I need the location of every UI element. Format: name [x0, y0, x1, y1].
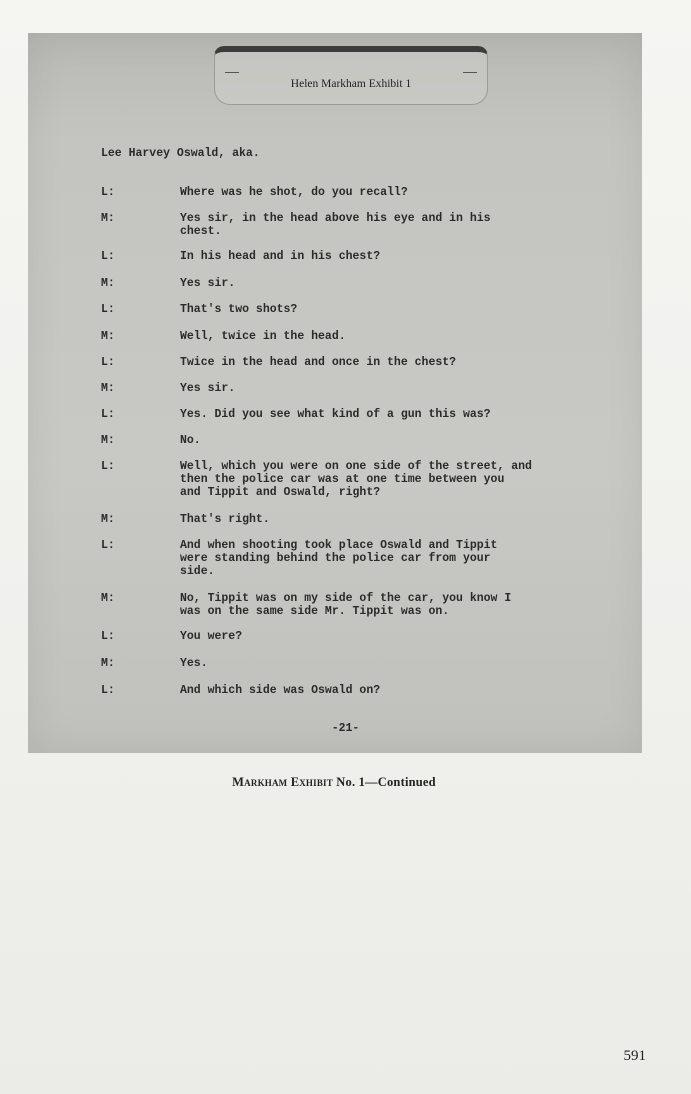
stamp-label: Helen Markham Exhibit 1 — [290, 78, 412, 90]
transcript-line: Yes sir. — [180, 277, 236, 290]
transcript-heading: Lee Harvey Oswald, aka. — [101, 147, 260, 160]
transcript-line: Twice in the head and once in the chest? — [180, 356, 457, 369]
speaker-label: L: — [101, 408, 115, 421]
transcript-line: And which side was Oswald on? — [180, 684, 381, 697]
speaker-label: M: — [101, 382, 115, 395]
exhibit-stamp — [214, 46, 488, 105]
caption-number: No. 1 — [336, 775, 366, 789]
speaker-label: M: — [101, 434, 115, 447]
speaker-label: L: — [101, 684, 115, 697]
speaker-label: M: — [101, 212, 115, 225]
transcript-line: In his head and in his chest? — [180, 250, 381, 263]
transcript-line: That's right. — [180, 513, 270, 526]
speaker-label: M: — [101, 657, 115, 670]
exhibit-caption — [0, 775, 668, 790]
speaker-label: M: — [101, 277, 115, 290]
transcript-line: Yes sir. — [180, 382, 236, 395]
transcript-line: Yes. — [180, 657, 208, 670]
transcript-line: No. — [180, 434, 201, 447]
stamp-tick-left — [225, 72, 239, 73]
speaker-label: L: — [101, 356, 115, 369]
caption-exhibit-name: Markham Exhibit — [232, 775, 333, 789]
speaker-label: L: — [101, 303, 115, 316]
speaker-label: L: — [101, 250, 115, 263]
speaker-label: M: — [101, 513, 115, 526]
transcript-line: That's two shots? — [180, 303, 298, 316]
speaker-label: M: — [101, 330, 115, 343]
transcript-line: And when shooting took place Oswald and Tippit were standing behind the police car from your side. — [180, 539, 498, 578]
transcript-line: Well, twice in the head. — [180, 330, 346, 343]
transcript-line: Where was he shot, do you recall? — [180, 186, 408, 199]
transcript-line: You were? — [180, 630, 243, 643]
transcript-line: Yes. Did you see what kind of a gun this was? — [180, 408, 491, 421]
speaker-label: L: — [101, 186, 115, 199]
transcript-line: No, Tippit was on my side of the car, you know I was on the same side Mr. Tippit was on. — [180, 592, 512, 618]
folio-page-number: 591 — [623, 1048, 646, 1064]
speaker-label: M: — [101, 592, 115, 605]
transcript-line: Yes sir, in the head above his eye and in his chest. — [180, 212, 491, 238]
stamp-tick-right — [463, 72, 477, 73]
speaker-label: L: — [101, 460, 115, 473]
document-page-number: -21- — [331, 722, 360, 735]
speaker-label: L: — [101, 630, 115, 643]
speaker-label: L: — [101, 539, 115, 552]
transcript-line: Well, which you were on one side of the street, and then the police car was at one time between you and Tippit and Oswald, right? — [180, 460, 532, 499]
caption-suffix: —Continued — [365, 775, 436, 789]
